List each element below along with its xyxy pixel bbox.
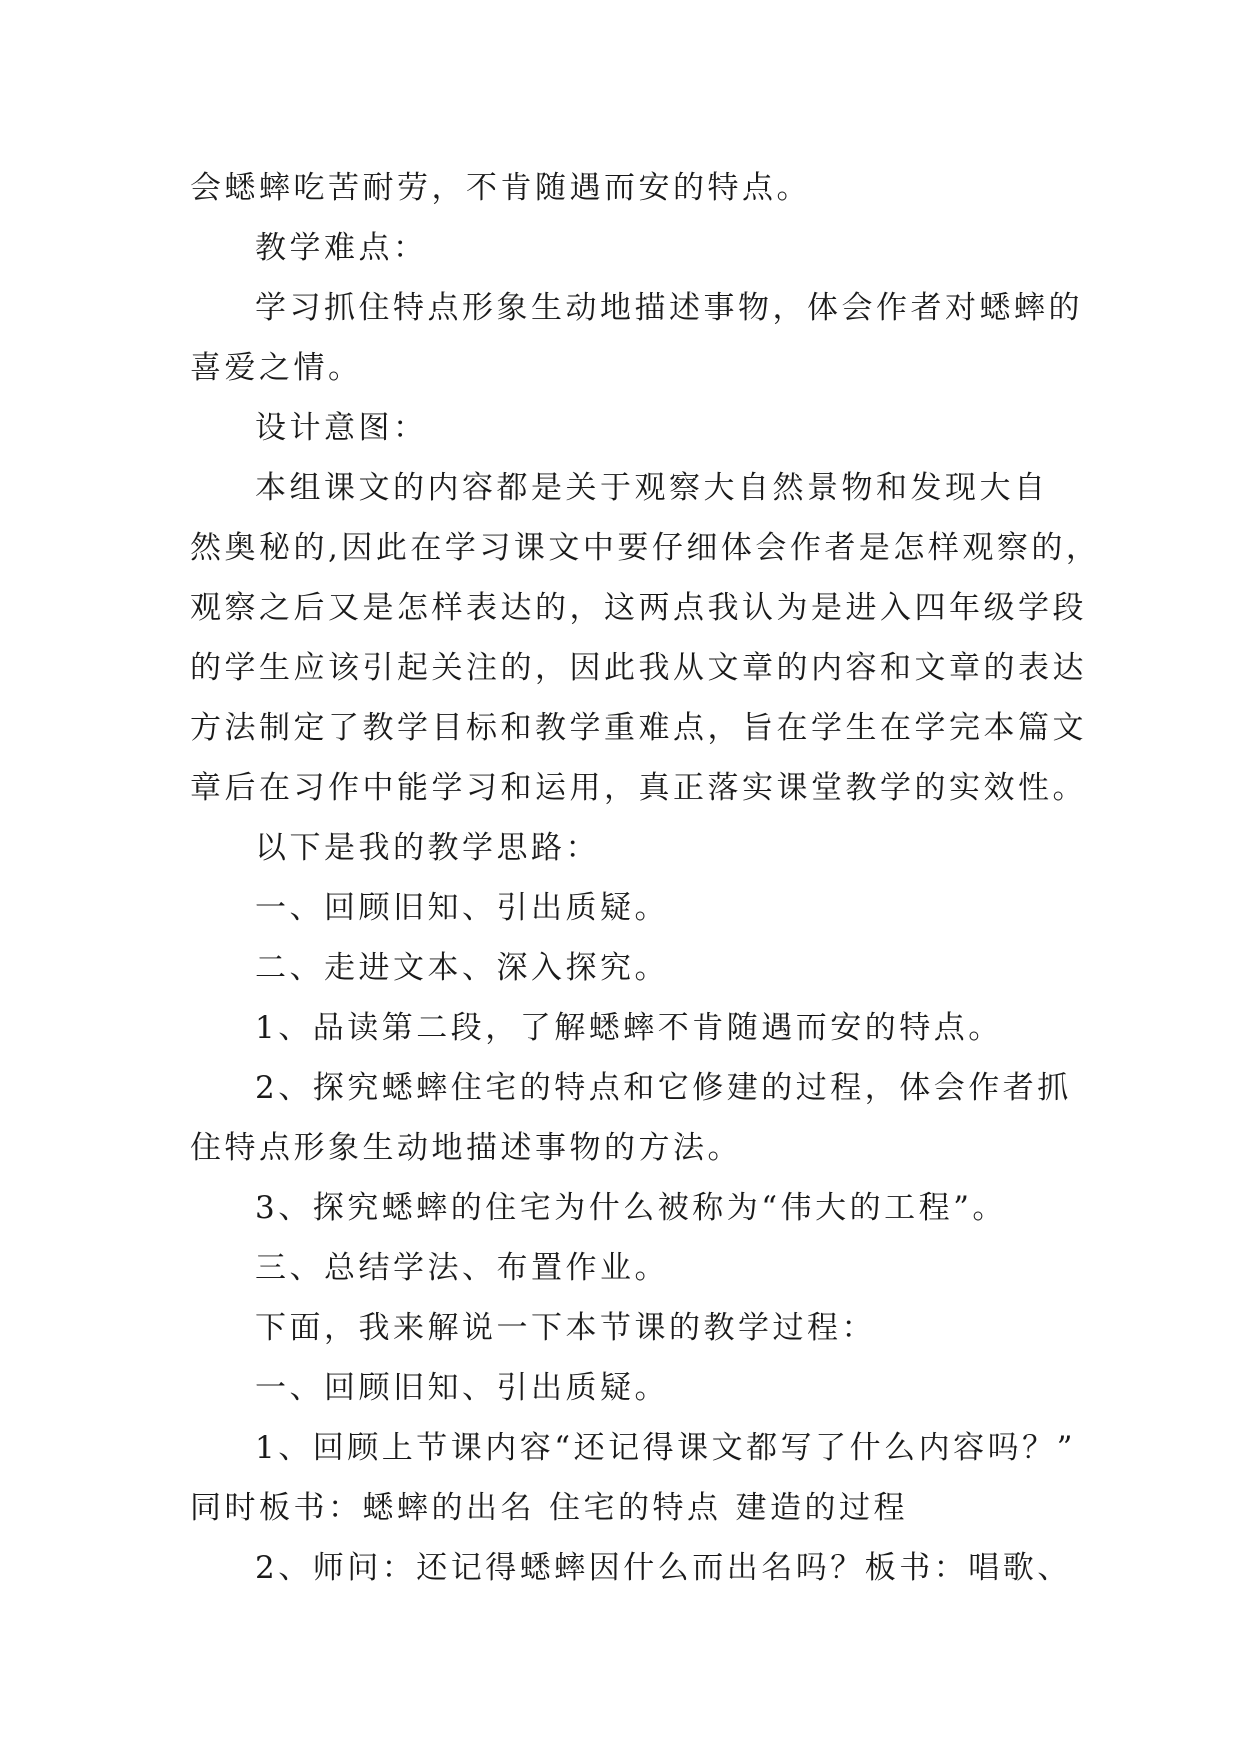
list-item: 三、总结学法、布置作业。 <box>255 1250 669 1286</box>
text-line: 章后在习作中能学习和运用，真正落实课堂教学的实效性。 <box>190 770 1087 806</box>
text-line: 住特点形象生动地描述事物的方法。 <box>190 1130 742 1166</box>
text-line: 学习抓住特点形象生动地描述事物，体会作者对蟋蟀的 <box>255 290 1083 326</box>
text-line: 的学生应该引起关注的，因此我从文章的内容和文章的表达 <box>190 650 1087 686</box>
list-item: 一、回顾旧知、引出质疑。 <box>255 1370 669 1406</box>
list-item: 二、走进文本、深入探究。 <box>255 950 669 986</box>
list-item: 1、品读第二段，了解蟋蟀不肯随遇而安的特点。 <box>255 1010 1003 1046</box>
list-item: 1、回顾上节课内容“还记得课文都写了什么内容吗？” <box>255 1430 1076 1466</box>
heading-teaching-difficulty: 教学难点： <box>255 230 428 266</box>
text-line: 会蟋蟀吃苦耐劳，不肯随遇而安的特点。 <box>190 170 811 206</box>
board-item-house-features: 住宅的特点 <box>549 1490 722 1526</box>
text-line: 喜爱之情。 <box>190 350 363 386</box>
heading-teaching-process: 下面，我来解说一下本节课的教学过程： <box>255 1310 876 1346</box>
list-item: 3、探究蟋蟀的住宅为什么被称为“伟大的工程”。 <box>255 1190 1007 1226</box>
document-page <box>190 158 1101 1598</box>
board-prefix: 同时板书： <box>190 1490 363 1526</box>
heading-teaching-approach: 以下是我的教学思路： <box>255 830 600 866</box>
text-line: 观察之后又是怎样表达的，这两点我认为是进入四年级学段 <box>190 590 1087 626</box>
list-item: 2、探究蟋蟀住宅的特点和它修建的过程，体会作者抓 <box>255 1070 1072 1106</box>
board-item-fame: 蟋蟀的出名 <box>362 1490 535 1526</box>
board-item-building-process: 建造的过程 <box>735 1490 908 1526</box>
text-line: 本组课文的内容都是关于观察大自然景物和发现大自 <box>255 470 1049 506</box>
list-item: 一、回顾旧知、引出质疑。 <box>255 890 669 926</box>
heading-design-intent: 设计意图： <box>255 410 428 446</box>
text-line: 方法制定了教学目标和教学重难点，旨在学生在学完本篇文 <box>190 710 1087 746</box>
board-line <box>190 1478 1070 1538</box>
list-item: 2、师问：还记得蟋蟀因什么而出名吗？板书：唱歌、 <box>255 1550 1072 1586</box>
text-line: 然奥秘的,因此在学习课文中要仔细体会作者是怎样观察的， <box>190 530 1101 566</box>
